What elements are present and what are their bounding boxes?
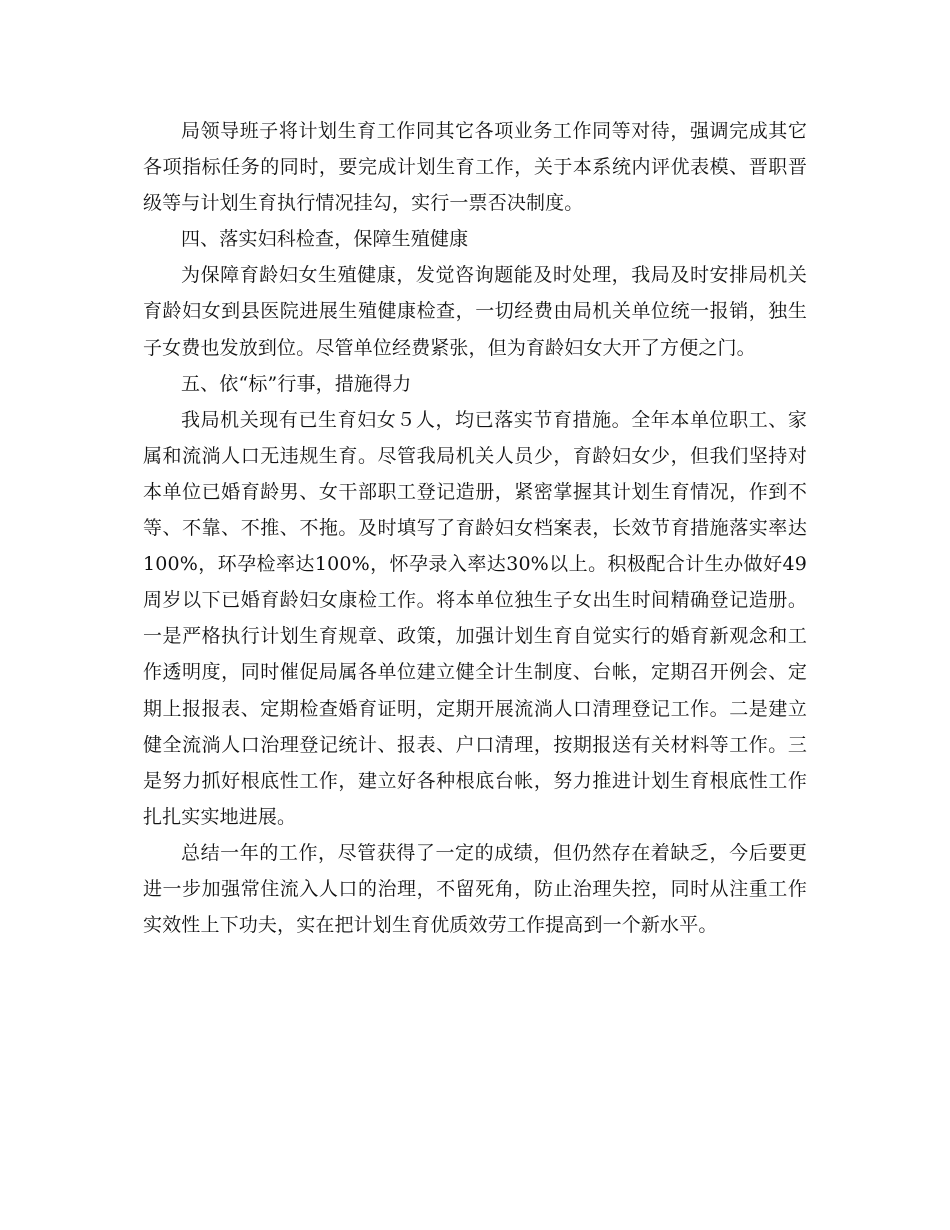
section-heading-4: 四、落实妇科检查，保障生殖健康 [181, 228, 469, 251]
section-heading-5: 五、依“标”行事，措施得力 [181, 372, 412, 395]
document-body [143, 113, 807, 943]
paragraph-summary: 总结一年的工作，尽管获得了一定的成绩，但仍然存在着缺乏，今后要更进一步加强常住流入人口的治理，不留死角，防止治理失控，同时从注重工作实效性上下功夫，实在把计划生育优质效劳工作提高到一个新水平。 [143, 841, 807, 937]
paragraph-measures: 我局机关现有已生育妇女５人，均已落实节育措施。全年本单位职工、家属和流淌人口无违规生育。尽管我局机关人员少，育龄妇女少，但我们坚持对本单位已婚育龄男、女干部职工登记造册，紧密掌握其计划生育情况，作到不等、不靠、不推、不拖。及时填写了育龄妇女档案表，长效节育措施落实率达100%，环孕检率达100%，怀孕录入率达30%以上。积极配合计生办做好49周岁以下已婚育龄妇女康检工作。将本单位独生子女出生时间精确登记造册。一是严格执行计划生育规章、政策，加强计划生育自觉实行的婚育新观念和工作透明度，同时催促局属各单位建立健全计生制度、台帐，定期召开例会、定期上报报表、定期检查婚育证明，定期开展流淌人口清理登记工作。二是建立健全流淌人口治理登记统计、报表、户口清理，按期报送有关材料等工作。三是努力抓好根底性工作，建立好各种根底台帐，努力推进计划生育根底性工作扎扎实实地进展。 [143, 408, 807, 828]
paragraph-health-check: 为保障育龄妇女生殖健康，发觉咨询题能及时处理，我局及时安排局机关育龄妇女到县医院进展生殖健康检查，一切经费由局机关单位统一报销，独生子女费也发放到位。尽管单位经费紧张，但为育龄妇女大开了方便之门。 [143, 264, 807, 359]
paragraph-leadership-policy: 局领导班子将计划生育工作同其它各项业务工作同等对待，强调完成其它各项指标任务的同时，要完成计划生育工作，关于本系统内评优表模、晋职晋级等与计划生育执行情况挂勾，实行一票否决制度。 [143, 120, 807, 215]
